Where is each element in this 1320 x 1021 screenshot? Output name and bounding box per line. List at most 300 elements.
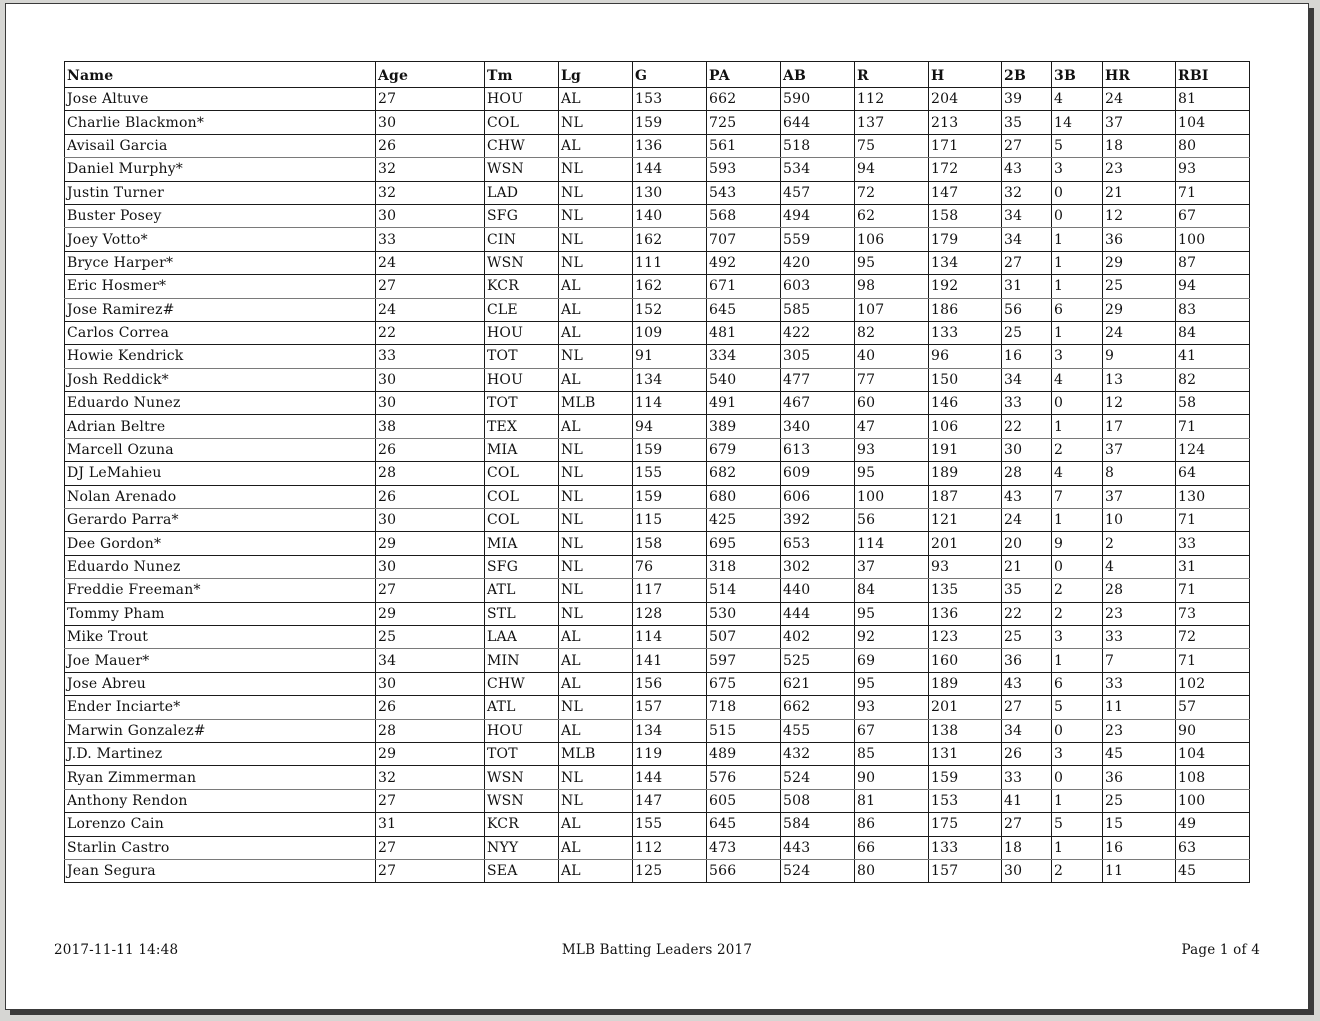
cell-age: 26 — [376, 438, 485, 461]
cell-rbi: 130 — [1176, 485, 1250, 508]
cell-3b: 2 — [1052, 438, 1103, 461]
cell-3b: 2 — [1052, 602, 1103, 625]
cell-name: Lorenzo Cain — [65, 813, 376, 836]
cell-r: 95 — [855, 462, 929, 485]
cell-g: 117 — [633, 579, 707, 602]
cell-h: 131 — [929, 742, 1002, 765]
table-row — [65, 602, 1250, 625]
cell-g: 156 — [633, 672, 707, 695]
cell-r: 107 — [855, 298, 929, 321]
cell-ab: 444 — [781, 602, 855, 625]
cell-hr: 45 — [1103, 742, 1176, 765]
cell-hr: 24 — [1103, 321, 1176, 344]
cell-rbi: 58 — [1176, 392, 1250, 415]
cell-pa: 682 — [707, 462, 781, 485]
cell-r: 90 — [855, 766, 929, 789]
cell-lg: AL — [559, 836, 633, 859]
cell-ab: 621 — [781, 672, 855, 695]
cell-lg: AL — [559, 649, 633, 672]
cell-2b: 35 — [1002, 111, 1052, 134]
cell-age: 33 — [376, 345, 485, 368]
cell-name: J.D. Martinez — [65, 742, 376, 765]
cell-age: 32 — [376, 158, 485, 181]
cell-ab: 603 — [781, 275, 855, 298]
cell-g: 115 — [633, 509, 707, 532]
cell-age: 30 — [376, 392, 485, 415]
cell-2b: 39 — [1002, 88, 1052, 111]
cell-lg: MLB — [559, 392, 633, 415]
cell-name: Jean Segura — [65, 859, 376, 882]
table-row — [65, 742, 1250, 765]
cell-ab: 440 — [781, 579, 855, 602]
cell-3b: 1 — [1052, 275, 1103, 298]
cell-name: Eric Hosmer* — [65, 275, 376, 298]
cell-pa: 593 — [707, 158, 781, 181]
cell-h: 172 — [929, 158, 1002, 181]
cell-g: 147 — [633, 789, 707, 812]
table-row — [65, 345, 1250, 368]
cell-pa: 425 — [707, 509, 781, 532]
cell-2b: 43 — [1002, 158, 1052, 181]
cell-r: 72 — [855, 181, 929, 204]
cell-age: 30 — [376, 672, 485, 695]
cell-name: Justin Turner — [65, 181, 376, 204]
cell-pa: 389 — [707, 415, 781, 438]
cell-lg: NL — [559, 345, 633, 368]
cell-rbi: 71 — [1176, 415, 1250, 438]
cell-pa: 679 — [707, 438, 781, 461]
cell-2b: 43 — [1002, 485, 1052, 508]
cell-2b: 18 — [1002, 836, 1052, 859]
cell-rbi: 104 — [1176, 742, 1250, 765]
cell-g: 114 — [633, 625, 707, 648]
cell-lg: NL — [559, 696, 633, 719]
cell-hr: 37 — [1103, 438, 1176, 461]
table-row — [65, 228, 1250, 251]
table-row — [65, 532, 1250, 555]
cell-3b: 1 — [1052, 251, 1103, 274]
cell-pa: 515 — [707, 719, 781, 742]
cell-name: Starlin Castro — [65, 836, 376, 859]
cell-h: 204 — [929, 88, 1002, 111]
table-row — [65, 275, 1250, 298]
cell-age: 22 — [376, 321, 485, 344]
footer-timestamp: 2017-11-11 14:48 — [54, 942, 179, 958]
cell-g: 141 — [633, 649, 707, 672]
cell-h: 135 — [929, 579, 1002, 602]
cell-tm: TOT — [485, 345, 559, 368]
cell-tm: CIN — [485, 228, 559, 251]
cell-pa: 568 — [707, 204, 781, 227]
cell-3b: 9 — [1052, 532, 1103, 555]
cell-hr: 13 — [1103, 368, 1176, 391]
cell-lg: AL — [559, 672, 633, 695]
cell-h: 179 — [929, 228, 1002, 251]
cell-hr: 11 — [1103, 696, 1176, 719]
footer-page-number: Page 1 of 4 — [1181, 942, 1260, 958]
cell-3b: 1 — [1052, 509, 1103, 532]
cell-name: Mike Trout — [65, 625, 376, 648]
cell-ab: 559 — [781, 228, 855, 251]
cell-hr: 10 — [1103, 509, 1176, 532]
cell-lg: AL — [559, 321, 633, 344]
cell-2b: 43 — [1002, 672, 1052, 695]
cell-age: 29 — [376, 602, 485, 625]
cell-g: 94 — [633, 415, 707, 438]
cell-name: Jose Abreu — [65, 672, 376, 695]
cell-g: 119 — [633, 742, 707, 765]
cell-ab: 584 — [781, 813, 855, 836]
cell-tm: HOU — [485, 368, 559, 391]
cell-age: 26 — [376, 134, 485, 157]
cell-tm: COL — [485, 509, 559, 532]
cell-rbi: 31 — [1176, 555, 1250, 578]
cell-ab: 340 — [781, 415, 855, 438]
cell-pa: 491 — [707, 392, 781, 415]
cell-2b: 34 — [1002, 204, 1052, 227]
cell-tm: WSN — [485, 766, 559, 789]
cell-ab: 467 — [781, 392, 855, 415]
cell-h: 147 — [929, 181, 1002, 204]
cell-pa: 492 — [707, 251, 781, 274]
cell-3b: 5 — [1052, 813, 1103, 836]
cell-name: Gerardo Parra* — [65, 509, 376, 532]
cell-rbi: 71 — [1176, 181, 1250, 204]
cell-3b: 0 — [1052, 719, 1103, 742]
cell-name: Charlie Blackmon* — [65, 111, 376, 134]
cell-tm: NYY — [485, 836, 559, 859]
cell-age: 27 — [376, 789, 485, 812]
cell-tm: CHW — [485, 672, 559, 695]
cell-ab: 525 — [781, 649, 855, 672]
cell-tm: COL — [485, 462, 559, 485]
cell-hr: 36 — [1103, 766, 1176, 789]
table-row — [65, 509, 1250, 532]
cell-r: 85 — [855, 742, 929, 765]
cell-h: 192 — [929, 275, 1002, 298]
cell-rbi: 87 — [1176, 251, 1250, 274]
cell-g: 109 — [633, 321, 707, 344]
cell-name: Jose Ramirez# — [65, 298, 376, 321]
cell-pa: 507 — [707, 625, 781, 648]
cell-r: 106 — [855, 228, 929, 251]
cell-2b: 32 — [1002, 181, 1052, 204]
cell-2b: 36 — [1002, 649, 1052, 672]
cell-g: 157 — [633, 696, 707, 719]
cell-name: Joey Votto* — [65, 228, 376, 251]
cell-pa: 561 — [707, 134, 781, 157]
cell-3b: 4 — [1052, 462, 1103, 485]
cell-ab: 477 — [781, 368, 855, 391]
cell-3b: 6 — [1052, 298, 1103, 321]
cell-rbi: 57 — [1176, 696, 1250, 719]
cell-ab: 457 — [781, 181, 855, 204]
cell-rbi: 45 — [1176, 859, 1250, 882]
cell-hr: 33 — [1103, 672, 1176, 695]
cell-hr: 37 — [1103, 485, 1176, 508]
table-row — [65, 181, 1250, 204]
cell-name: Bryce Harper* — [65, 251, 376, 274]
cell-pa: 680 — [707, 485, 781, 508]
cell-h: 159 — [929, 766, 1002, 789]
cell-pa: 334 — [707, 345, 781, 368]
cell-tm: KCR — [485, 813, 559, 836]
cell-rbi: 72 — [1176, 625, 1250, 648]
cell-age: 27 — [376, 836, 485, 859]
cell-r: 84 — [855, 579, 929, 602]
cell-r: 137 — [855, 111, 929, 134]
cell-age: 30 — [376, 111, 485, 134]
cell-tm: SEA — [485, 859, 559, 882]
cell-r: 114 — [855, 532, 929, 555]
cell-r: 93 — [855, 696, 929, 719]
cell-g: 162 — [633, 228, 707, 251]
cell-rbi: 102 — [1176, 672, 1250, 695]
cell-h: 121 — [929, 509, 1002, 532]
cell-h: 189 — [929, 672, 1002, 695]
cell-age: 29 — [376, 742, 485, 765]
table-row — [65, 251, 1250, 274]
cell-2b: 21 — [1002, 555, 1052, 578]
cell-2b: 25 — [1002, 625, 1052, 648]
cell-name: Ryan Zimmerman — [65, 766, 376, 789]
cell-h: 213 — [929, 111, 1002, 134]
cell-3b: 0 — [1052, 204, 1103, 227]
cell-3b: 1 — [1052, 649, 1103, 672]
cell-h: 146 — [929, 392, 1002, 415]
cell-g: 128 — [633, 602, 707, 625]
cell-2b: 41 — [1002, 789, 1052, 812]
table-row — [65, 625, 1250, 648]
cell-3b: 3 — [1052, 345, 1103, 368]
cell-rbi: 81 — [1176, 88, 1250, 111]
cell-2b: 26 — [1002, 742, 1052, 765]
cell-ab: 613 — [781, 438, 855, 461]
cell-tm: SFG — [485, 204, 559, 227]
cell-ab: 494 — [781, 204, 855, 227]
cell-2b: 24 — [1002, 509, 1052, 532]
cell-g: 111 — [633, 251, 707, 274]
cell-ab: 420 — [781, 251, 855, 274]
cell-rbi: 64 — [1176, 462, 1250, 485]
cell-3b: 7 — [1052, 485, 1103, 508]
cell-rbi: 71 — [1176, 579, 1250, 602]
cell-g: 125 — [633, 859, 707, 882]
cell-name: Daniel Murphy* — [65, 158, 376, 181]
cell-h: 186 — [929, 298, 1002, 321]
cell-ab: 534 — [781, 158, 855, 181]
cell-h: 160 — [929, 649, 1002, 672]
cell-h: 150 — [929, 368, 1002, 391]
cell-age: 30 — [376, 555, 485, 578]
cell-age: 26 — [376, 485, 485, 508]
cell-rbi: 82 — [1176, 368, 1250, 391]
cell-name: Ender Inciarte* — [65, 696, 376, 719]
cell-h: 158 — [929, 204, 1002, 227]
cell-lg: AL — [559, 415, 633, 438]
cell-ab: 402 — [781, 625, 855, 648]
cell-lg: NL — [559, 532, 633, 555]
cell-rbi: 49 — [1176, 813, 1250, 836]
table-row — [65, 555, 1250, 578]
cell-g: 112 — [633, 836, 707, 859]
cell-pa: 707 — [707, 228, 781, 251]
cell-g: 159 — [633, 438, 707, 461]
cell-hr: 17 — [1103, 415, 1176, 438]
cell-r: 40 — [855, 345, 929, 368]
cell-age: 32 — [376, 181, 485, 204]
cell-pa: 481 — [707, 321, 781, 344]
cell-hr: 12 — [1103, 392, 1176, 415]
cell-g: 136 — [633, 134, 707, 157]
cell-age: 32 — [376, 766, 485, 789]
cell-3b: 1 — [1052, 415, 1103, 438]
cell-hr: 12 — [1103, 204, 1176, 227]
cell-hr: 28 — [1103, 579, 1176, 602]
cell-2b: 22 — [1002, 602, 1052, 625]
cell-name: Carlos Correa — [65, 321, 376, 344]
cell-lg: AL — [559, 859, 633, 882]
cell-rbi: 90 — [1176, 719, 1250, 742]
cell-h: 106 — [929, 415, 1002, 438]
cell-pa: 576 — [707, 766, 781, 789]
table-row — [65, 88, 1250, 111]
cell-r: 81 — [855, 789, 929, 812]
table-row — [65, 696, 1250, 719]
cell-tm: MIN — [485, 649, 559, 672]
cell-lg: AL — [559, 719, 633, 742]
cell-hr: 15 — [1103, 813, 1176, 836]
cell-g: 76 — [633, 555, 707, 578]
cell-r: 60 — [855, 392, 929, 415]
cell-hr: 11 — [1103, 859, 1176, 882]
cell-h: 201 — [929, 696, 1002, 719]
cell-g: 144 — [633, 158, 707, 181]
cell-lg: AL — [559, 368, 633, 391]
batting-leaders-table — [64, 61, 1250, 883]
cell-3b: 5 — [1052, 134, 1103, 157]
cell-age: 30 — [376, 509, 485, 532]
cell-rbi: 104 — [1176, 111, 1250, 134]
cell-age: 38 — [376, 415, 485, 438]
cell-tm: ATL — [485, 696, 559, 719]
cell-hr: 18 — [1103, 134, 1176, 157]
cell-3b: 3 — [1052, 742, 1103, 765]
cell-r: 98 — [855, 275, 929, 298]
cell-ab: 524 — [781, 766, 855, 789]
cell-r: 112 — [855, 88, 929, 111]
cell-hr: 23 — [1103, 158, 1176, 181]
cell-tm: COL — [485, 485, 559, 508]
cell-h: 93 — [929, 555, 1002, 578]
cell-g: 130 — [633, 181, 707, 204]
cell-hr: 25 — [1103, 275, 1176, 298]
cell-name: Tommy Pham — [65, 602, 376, 625]
column-header-tm: Tm — [485, 62, 559, 88]
cell-g: 159 — [633, 111, 707, 134]
cell-age: 24 — [376, 298, 485, 321]
cell-lg: MLB — [559, 742, 633, 765]
cell-tm: CLE — [485, 298, 559, 321]
column-header-rbi: RBI — [1176, 62, 1250, 88]
cell-rbi: 33 — [1176, 532, 1250, 555]
cell-ab: 518 — [781, 134, 855, 157]
cell-age: 30 — [376, 368, 485, 391]
cell-name: Freddie Freeman* — [65, 579, 376, 602]
cell-r: 75 — [855, 134, 929, 157]
cell-3b: 2 — [1052, 579, 1103, 602]
cell-name: DJ LeMahieu — [65, 462, 376, 485]
cell-ab: 590 — [781, 88, 855, 111]
cell-r: 67 — [855, 719, 929, 742]
cell-hr: 7 — [1103, 649, 1176, 672]
cell-hr: 33 — [1103, 625, 1176, 648]
cell-ab: 392 — [781, 509, 855, 532]
cell-h: 133 — [929, 836, 1002, 859]
cell-hr: 29 — [1103, 298, 1176, 321]
cell-hr: 21 — [1103, 181, 1176, 204]
cell-pa: 540 — [707, 368, 781, 391]
cell-lg: NL — [559, 111, 633, 134]
cell-rbi: 124 — [1176, 438, 1250, 461]
cell-pa: 473 — [707, 836, 781, 859]
table-row — [65, 415, 1250, 438]
cell-h: 191 — [929, 438, 1002, 461]
cell-age: 28 — [376, 462, 485, 485]
cell-ab: 455 — [781, 719, 855, 742]
table-row — [65, 204, 1250, 227]
footer-title: MLB Batting Leaders 2017 — [561, 942, 753, 958]
cell-h: 138 — [929, 719, 1002, 742]
cell-ab: 662 — [781, 696, 855, 719]
table-body — [65, 88, 1250, 883]
table-row — [65, 579, 1250, 602]
cell-ab: 305 — [781, 345, 855, 368]
cell-tm: KCR — [485, 275, 559, 298]
cell-rbi: 41 — [1176, 345, 1250, 368]
print-preview-page — [5, 3, 1309, 1010]
cell-hr: 23 — [1103, 602, 1176, 625]
cell-tm: TOT — [485, 742, 559, 765]
cell-3b: 3 — [1052, 158, 1103, 181]
column-header-age: Age — [376, 62, 485, 88]
column-header-3b: 3B — [1052, 62, 1103, 88]
cell-2b: 16 — [1002, 345, 1052, 368]
cell-hr: 23 — [1103, 719, 1176, 742]
cell-2b: 27 — [1002, 696, 1052, 719]
cell-ab: 508 — [781, 789, 855, 812]
cell-name: Nolan Arenado — [65, 485, 376, 508]
table-row — [65, 134, 1250, 157]
cell-3b: 5 — [1052, 696, 1103, 719]
cell-hr: 8 — [1103, 462, 1176, 485]
cell-name: Dee Gordon* — [65, 532, 376, 555]
cell-rbi: 63 — [1176, 836, 1250, 859]
cell-name: Josh Reddick* — [65, 368, 376, 391]
cell-rbi: 83 — [1176, 298, 1250, 321]
cell-2b: 33 — [1002, 392, 1052, 415]
cell-tm: HOU — [485, 321, 559, 344]
cell-2b: 33 — [1002, 766, 1052, 789]
cell-tm: LAA — [485, 625, 559, 648]
table-row — [65, 719, 1250, 742]
cell-rbi: 108 — [1176, 766, 1250, 789]
cell-tm: SFG — [485, 555, 559, 578]
cell-g: 140 — [633, 204, 707, 227]
cell-ab: 644 — [781, 111, 855, 134]
cell-hr: 36 — [1103, 228, 1176, 251]
cell-pa: 489 — [707, 742, 781, 765]
